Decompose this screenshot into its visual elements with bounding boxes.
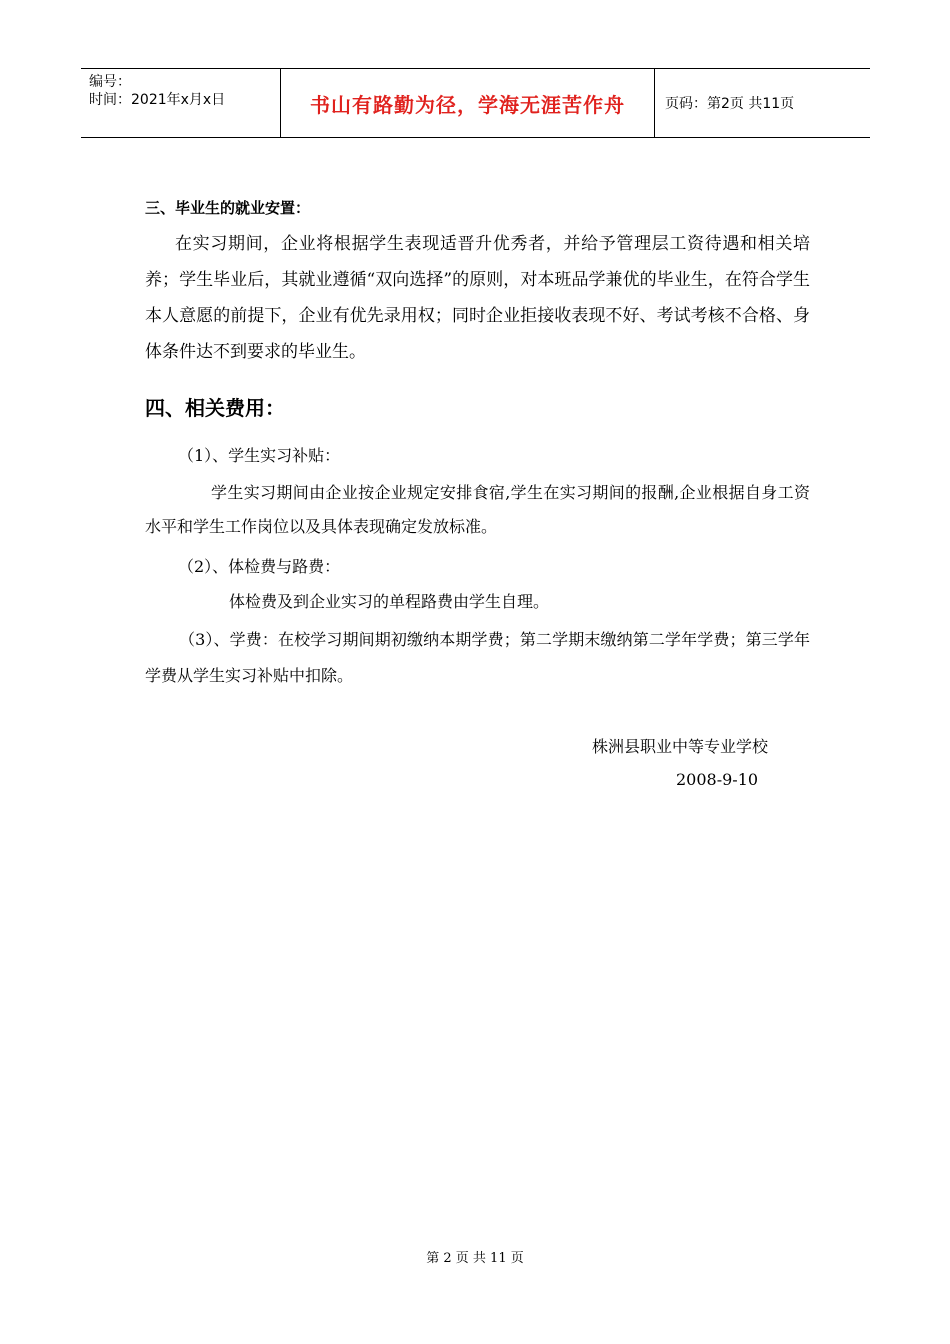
header-meta-cell: [81, 69, 281, 137]
section4-heading: 四、相关费用：: [145, 396, 285, 420]
header-table: [81, 68, 870, 138]
school-name: 株洲县职业中等专业学校: [592, 737, 769, 756]
signature-date: 2008-9-10: [676, 770, 759, 789]
page-footer: 第 2 页 共 11 页: [426, 1251, 524, 1266]
item1-title: （1）、学生实习补贴：: [178, 446, 341, 465]
item2-title: （2）、体检费与路费：: [178, 557, 341, 576]
item3-text: （3）、学费：在校学习期间期初缴纳本期学费；第二学期末缴纳第二学年学费；第三学年学费从学生实习补贴中扣除。: [145, 630, 810, 685]
item1-body: 学生实习期间由企业按企业规定安排食宿,学生在实习期间的报酬,企业根据自身工资水平和学生工作岗位以及具体表现确定发放标准。: [145, 483, 810, 536]
header-motto: 书山有路勤为径，学海无涯苦作舟: [281, 69, 655, 137]
time-label: 时间：2021年x月x日: [89, 92, 226, 108]
section3-paragraph: 在实习期间，企业将根据学生表现适晋升优秀者，并给予管理层工资待遇和相关培养；学生毕业后，其就业遵循“双向选择”的原则，对本班品学兼优的毕业生，在符合学生本人意愿的前提下，企业有优先录用权；同时企业拒接收表现不好、考试考核不合格、身体条件达不到要求的毕业生。: [145, 234, 810, 362]
number-label: 编号：: [89, 74, 131, 90]
section3-heading: 三、毕业生的就业安置：: [145, 199, 311, 217]
item2-body: 体检费及到企业实习的单程路费由学生自理。: [229, 592, 550, 611]
header-page-info: 页码：第2页 共11页: [665, 96, 795, 112]
